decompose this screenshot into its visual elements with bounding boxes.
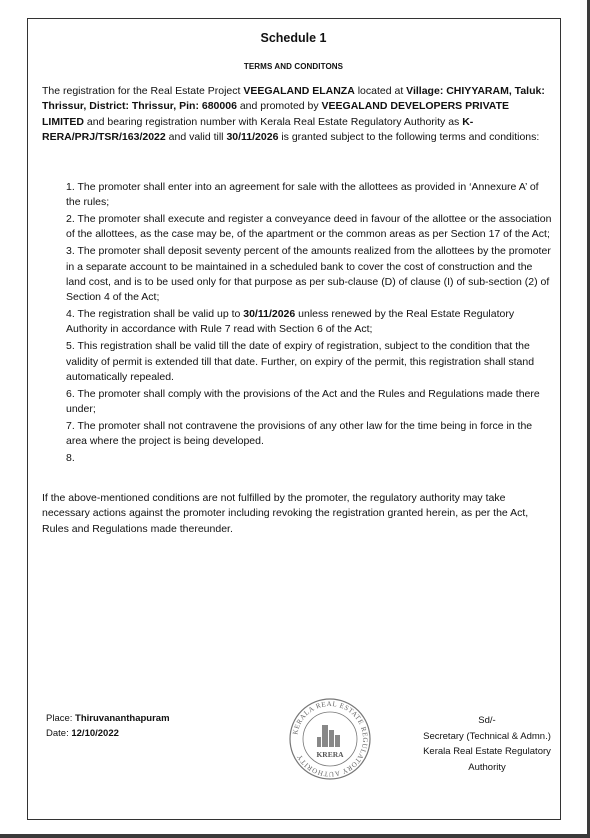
intro-text: located at bbox=[354, 85, 407, 97]
registration-number: K-RERA/PRJ/TSR/163/2022 bbox=[42, 115, 474, 143]
seal-center-text: KRERA bbox=[316, 750, 344, 759]
term-item: 5. This registration shall be valid till the date of expiry of registration, subject to the condition that the validity of permit is extended till that date. Further, on expiry of the permit, this registration shall stand automatically repealed. bbox=[66, 340, 535, 383]
date-line bbox=[46, 728, 119, 739]
place-value: Thiruvananthapuram bbox=[75, 713, 170, 724]
place-label: Place: bbox=[46, 713, 76, 724]
intro-text: is granted subject to the following terms and conditions: bbox=[278, 130, 540, 143]
term-item: 1. The promoter shall enter into an agreement for sale with the allottees as provided in ‘Annexure A’ of the rules; bbox=[66, 181, 539, 209]
building-icon bbox=[317, 725, 340, 747]
date-value: 12/10/2022 bbox=[71, 728, 119, 739]
seal-ring-text: KERALA REAL ESTATE REGULATORY AUTHORITY bbox=[291, 699, 370, 779]
signature-block bbox=[412, 713, 562, 775]
project-location: Village: CHIYYARAM, Taluk: Thrissur, District: Thrissur, Pin: 680006 bbox=[42, 85, 545, 113]
term-text: unless renewed by the Real Estate Regulatory Authority in accordance with Rule 7 read with Section 6 of the Act; bbox=[66, 308, 515, 336]
intro-text: The registration for the Real Estate Project bbox=[42, 85, 244, 97]
intro-text: and promoted by bbox=[236, 100, 322, 113]
project-name: VEEGALAND ELANZA bbox=[243, 85, 355, 97]
signatory-organization-cont: Authority bbox=[468, 761, 506, 773]
term-item: 8. bbox=[66, 452, 75, 465]
terms-list bbox=[66, 180, 552, 468]
signature-mark: Sd/- bbox=[478, 715, 496, 726]
valid-till-date: 30/11/2026 bbox=[226, 130, 279, 143]
term-item: 6. The promoter shall comply with the provisions of the Act and the Rules and Regulations made there under; bbox=[66, 387, 540, 416]
schedule-title: Schedule 1 bbox=[260, 31, 327, 45]
closing-paragraph: If the above-mentioned conditions are not fulfilled by the promoter, the regulatory authority may take necessary actions against the promoter including revoking the registration granted herein, as per the Act, Rules and Regulations made thereunder. bbox=[42, 492, 529, 535]
intro-paragraph bbox=[42, 84, 552, 145]
terms-heading: TERMS AND CONDITONS bbox=[243, 62, 344, 71]
authority-seal bbox=[288, 697, 372, 781]
term-item: 3. The promoter shall deposit seventy percent of the amounts realized from the allottees by the promoter in a separate account to be maintained in a scheduled bank to cover the cost of construction and the land cost, and is to be used only for that purpose as per sub-clause (D) of clause (I) of sub-section (2) of Section 4 of the Act; bbox=[66, 245, 551, 304]
date-label: Date: bbox=[46, 728, 72, 739]
term-valid-date: 30/11/2026 bbox=[243, 308, 296, 321]
promoter-name: VEEGALAND DEVELOPERS PRIVATE LIMITED bbox=[42, 100, 510, 128]
term-item: 2. The promoter shall execute and register a conveyance deed in favour of the allottee or the association of the allottees, as the case may be, of the apartment or the common areas as per Section 17 of the Act; bbox=[66, 213, 552, 241]
signatory-designation: Secretary (Technical & Admn.) bbox=[423, 730, 551, 742]
intro-text: and bearing registration number with Kerala Real Estate Regulatory Authority as bbox=[84, 115, 463, 128]
intro-text: and valid till bbox=[165, 130, 227, 143]
term-text: 4. The registration shall be valid up to bbox=[66, 308, 244, 321]
seal-icon bbox=[288, 697, 372, 781]
signatory-organization: Kerala Real Estate Regulatory bbox=[423, 746, 551, 757]
term-item: 7. The promoter shall not contravene the provisions of any other law for the time being in force in the area where the project is being developed. bbox=[66, 420, 533, 448]
term-item bbox=[66, 307, 552, 338]
place-line bbox=[46, 713, 170, 724]
